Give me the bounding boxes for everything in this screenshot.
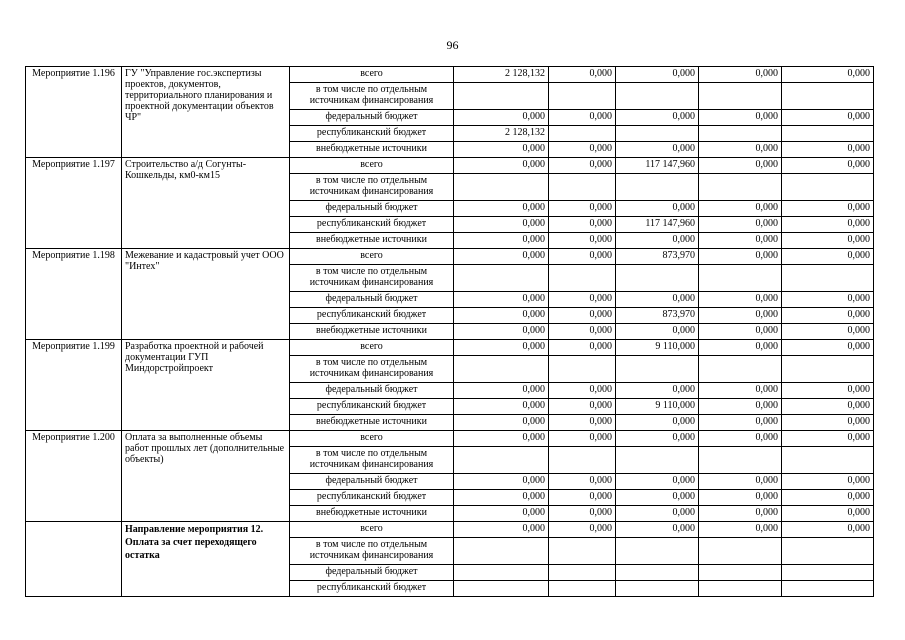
budget-table — [25, 66, 874, 597]
amount-cell — [616, 581, 699, 597]
amount-cell: 0,000 — [699, 340, 782, 356]
amount-cell: 0,000 — [699, 158, 782, 174]
amount-cell: 0,000 — [549, 399, 616, 415]
event-code-cell: Мероприятие 1.199 — [26, 340, 122, 431]
amount-cell — [549, 265, 616, 292]
amount-cell — [549, 538, 616, 565]
amount-cell: 0,000 — [699, 506, 782, 522]
amount-cell: 0,000 — [616, 415, 699, 431]
table-row — [26, 67, 874, 83]
amount-cell: 0,000 — [549, 110, 616, 126]
amount-cell: 0,000 — [699, 217, 782, 233]
page-number: 96 — [446, 38, 459, 52]
amount-cell — [549, 447, 616, 474]
amount-cell: 0,000 — [549, 431, 616, 447]
amount-cell: 117 147,960 — [616, 158, 699, 174]
amount-cell: 9 110,000 — [616, 340, 699, 356]
amount-cell: 873,970 — [616, 249, 699, 265]
funding-source-cell: федеральный бюджет — [290, 565, 454, 581]
amount-cell — [699, 174, 782, 201]
amount-cell: 0,000 — [782, 110, 874, 126]
amount-cell: 0,000 — [549, 506, 616, 522]
funding-source-cell: федеральный бюджет — [290, 292, 454, 308]
amount-cell: 0,000 — [782, 522, 874, 538]
event-code-cell: Мероприятие 1.200 — [26, 431, 122, 522]
amount-cell: 0,000 — [782, 490, 874, 506]
funding-source-cell: всего — [290, 522, 454, 538]
event-code-cell — [26, 522, 122, 597]
amount-cell: 0,000 — [699, 522, 782, 538]
amount-cell: 0,000 — [454, 506, 549, 522]
funding-source-cell: в том числе по отдельным источникам финансирования — [290, 356, 454, 383]
amount-cell: 0,000 — [782, 217, 874, 233]
funding-source-cell: республиканский бюджет — [290, 490, 454, 506]
event-name-cell: Межевание и кадастровый учет ООО "Интех" — [122, 249, 290, 340]
amount-cell: 0,000 — [616, 522, 699, 538]
amount-cell: 0,000 — [782, 233, 874, 249]
amount-cell: 0,000 — [549, 490, 616, 506]
amount-cell — [699, 538, 782, 565]
amount-cell — [699, 447, 782, 474]
amount-cell: 0,000 — [454, 431, 549, 447]
amount-cell: 0,000 — [782, 201, 874, 217]
amount-cell: 0,000 — [699, 249, 782, 265]
amount-cell: 0,000 — [549, 158, 616, 174]
amount-cell: 0,000 — [616, 67, 699, 83]
funding-source-cell: внебюджетные источники — [290, 415, 454, 431]
amount-cell: 2 128,132 — [454, 67, 549, 83]
amount-cell — [699, 565, 782, 581]
amount-cell — [699, 265, 782, 292]
amount-cell: 0,000 — [782, 506, 874, 522]
amount-cell — [699, 83, 782, 110]
amount-cell: 0,000 — [699, 201, 782, 217]
amount-cell — [782, 538, 874, 565]
funding-source-cell: в том числе по отдельным источникам финансирования — [290, 174, 454, 201]
amount-cell: 0,000 — [616, 201, 699, 217]
amount-cell: 0,000 — [782, 415, 874, 431]
amount-cell: 0,000 — [616, 474, 699, 490]
amount-cell: 0,000 — [616, 431, 699, 447]
amount-cell — [616, 565, 699, 581]
amount-cell: 0,000 — [782, 249, 874, 265]
amount-cell: 0,000 — [782, 340, 874, 356]
amount-cell: 0,000 — [549, 415, 616, 431]
amount-cell — [549, 174, 616, 201]
amount-cell: 0,000 — [782, 158, 874, 174]
amount-cell: 0,000 — [699, 110, 782, 126]
amount-cell: 0,000 — [549, 522, 616, 538]
amount-cell: 0,000 — [699, 308, 782, 324]
amount-cell: 0,000 — [454, 383, 549, 399]
amount-cell: 0,000 — [549, 324, 616, 340]
amount-cell: 0,000 — [549, 292, 616, 308]
amount-cell — [782, 126, 874, 142]
event-name-cell: Направление мероприятия 12. Оплата за счет переходящего остатка — [122, 522, 290, 597]
amount-cell: 0,000 — [616, 506, 699, 522]
amount-cell: 9 110,000 — [616, 399, 699, 415]
amount-cell — [549, 83, 616, 110]
amount-cell — [782, 447, 874, 474]
amount-cell: 0,000 — [699, 67, 782, 83]
amount-cell: 0,000 — [699, 431, 782, 447]
funding-source-cell: внебюджетные источники — [290, 233, 454, 249]
amount-cell — [782, 581, 874, 597]
funding-source-cell: всего — [290, 431, 454, 447]
amount-cell: 0,000 — [454, 522, 549, 538]
amount-cell: 0,000 — [699, 383, 782, 399]
amount-cell — [549, 126, 616, 142]
funding-source-cell: федеральный бюджет — [290, 110, 454, 126]
amount-cell: 0,000 — [616, 383, 699, 399]
amount-cell — [454, 538, 549, 565]
amount-cell: 0,000 — [699, 142, 782, 158]
funding-source-cell: республиканский бюджет — [290, 399, 454, 415]
event-code-cell: Мероприятие 1.197 — [26, 158, 122, 249]
event-code-cell: Мероприятие 1.196 — [26, 67, 122, 158]
amount-cell: 0,000 — [454, 249, 549, 265]
amount-cell — [616, 265, 699, 292]
funding-source-cell: федеральный бюджет — [290, 383, 454, 399]
event-name-cell: ГУ "Управление гос.экспертизы проектов, документов, территориального планирования и проектной документации объектов ЧР" — [122, 67, 290, 158]
amount-cell — [549, 581, 616, 597]
amount-cell: 0,000 — [616, 292, 699, 308]
amount-cell: 0,000 — [616, 324, 699, 340]
event-name-cell: Строительство а/д Согунты-Кошкельды, км0-км15 — [122, 158, 290, 249]
funding-source-cell: в том числе по отдельным источникам финансирования — [290, 265, 454, 292]
funding-source-cell: всего — [290, 249, 454, 265]
amount-cell: 0,000 — [699, 233, 782, 249]
amount-cell — [454, 447, 549, 474]
funding-source-cell: республиканский бюджет — [290, 581, 454, 597]
amount-cell: 0,000 — [616, 110, 699, 126]
table-row — [26, 249, 874, 265]
amount-cell — [782, 356, 874, 383]
amount-cell: 0,000 — [549, 383, 616, 399]
table-row — [26, 340, 874, 356]
amount-cell: 0,000 — [616, 142, 699, 158]
amount-cell: 0,000 — [616, 490, 699, 506]
amount-cell: 0,000 — [699, 474, 782, 490]
amount-cell — [782, 565, 874, 581]
amount-cell: 0,000 — [549, 201, 616, 217]
amount-cell: 0,000 — [616, 233, 699, 249]
amount-cell: 0,000 — [782, 324, 874, 340]
amount-cell — [616, 356, 699, 383]
amount-cell — [454, 356, 549, 383]
amount-cell: 0,000 — [454, 233, 549, 249]
amount-cell: 0,000 — [699, 415, 782, 431]
amount-cell: 0,000 — [454, 474, 549, 490]
amount-cell: 0,000 — [782, 474, 874, 490]
amount-cell: 0,000 — [454, 324, 549, 340]
funding-source-cell: всего — [290, 340, 454, 356]
funding-source-cell: в том числе по отдельным источникам финансирования — [290, 83, 454, 110]
amount-cell: 0,000 — [699, 399, 782, 415]
funding-source-cell: федеральный бюджет — [290, 201, 454, 217]
amount-cell — [616, 174, 699, 201]
amount-cell: 0,000 — [454, 217, 549, 233]
amount-cell — [549, 356, 616, 383]
amount-cell — [782, 174, 874, 201]
event-name-cell: Разработка проектной и рабочей документации ГУП Миндорстройпроект — [122, 340, 290, 431]
amount-cell — [549, 565, 616, 581]
amount-cell — [454, 174, 549, 201]
table-row — [26, 431, 874, 447]
amount-cell: 873,970 — [616, 308, 699, 324]
amount-cell: 0,000 — [454, 158, 549, 174]
funding-source-cell: внебюджетные источники — [290, 506, 454, 522]
amount-cell: 0,000 — [782, 431, 874, 447]
funding-source-cell: республиканский бюджет — [290, 126, 454, 142]
funding-source-cell: всего — [290, 158, 454, 174]
amount-cell: 0,000 — [454, 201, 549, 217]
amount-cell: 0,000 — [699, 324, 782, 340]
table-row — [26, 158, 874, 174]
amount-cell — [454, 83, 549, 110]
amount-cell: 0,000 — [549, 474, 616, 490]
amount-cell: 0,000 — [782, 292, 874, 308]
amount-cell — [699, 126, 782, 142]
amount-cell: 0,000 — [782, 399, 874, 415]
event-code-cell: Мероприятие 1.198 — [26, 249, 122, 340]
funding-source-cell: в том числе по отдельным источникам финансирования — [290, 447, 454, 474]
amount-cell — [699, 581, 782, 597]
amount-cell — [454, 581, 549, 597]
funding-source-cell: республиканский бюджет — [290, 217, 454, 233]
amount-cell — [454, 265, 549, 292]
funding-source-cell: внебюджетные источники — [290, 324, 454, 340]
amount-cell — [699, 356, 782, 383]
amount-cell: 0,000 — [782, 383, 874, 399]
amount-cell — [616, 447, 699, 474]
funding-source-cell: республиканский бюджет — [290, 308, 454, 324]
amount-cell: 0,000 — [782, 67, 874, 83]
funding-source-cell: внебюджетные источники — [290, 142, 454, 158]
amount-cell: 0,000 — [699, 292, 782, 308]
funding-source-cell: федеральный бюджет — [290, 474, 454, 490]
amount-cell: 0,000 — [549, 308, 616, 324]
amount-cell — [782, 265, 874, 292]
amount-cell — [454, 565, 549, 581]
funding-source-cell: всего — [290, 67, 454, 83]
amount-cell: 2 128,132 — [454, 126, 549, 142]
event-name-cell: Оплата за выполненные объемы работ прошлых лет (дополнительные объекты) — [122, 431, 290, 522]
amount-cell: 0,000 — [454, 292, 549, 308]
amount-cell: 0,000 — [782, 308, 874, 324]
amount-cell: 0,000 — [454, 142, 549, 158]
amount-cell: 0,000 — [549, 142, 616, 158]
amount-cell: 0,000 — [549, 217, 616, 233]
amount-cell: 0,000 — [782, 142, 874, 158]
amount-cell: 0,000 — [699, 490, 782, 506]
amount-cell: 0,000 — [549, 249, 616, 265]
amount-cell: 0,000 — [454, 415, 549, 431]
amount-cell: 0,000 — [454, 308, 549, 324]
amount-cell: 0,000 — [454, 110, 549, 126]
amount-cell: 0,000 — [549, 340, 616, 356]
amount-cell: 0,000 — [549, 233, 616, 249]
amount-cell: 117 147,960 — [616, 217, 699, 233]
amount-cell — [616, 538, 699, 565]
amount-cell — [616, 126, 699, 142]
amount-cell: 0,000 — [454, 490, 549, 506]
amount-cell: 0,000 — [454, 399, 549, 415]
funding-source-cell: в том числе по отдельным источникам финансирования — [290, 538, 454, 565]
table-row — [26, 522, 874, 538]
amount-cell: 0,000 — [454, 340, 549, 356]
amount-cell: 0,000 — [549, 67, 616, 83]
amount-cell — [616, 83, 699, 110]
amount-cell — [782, 83, 874, 110]
